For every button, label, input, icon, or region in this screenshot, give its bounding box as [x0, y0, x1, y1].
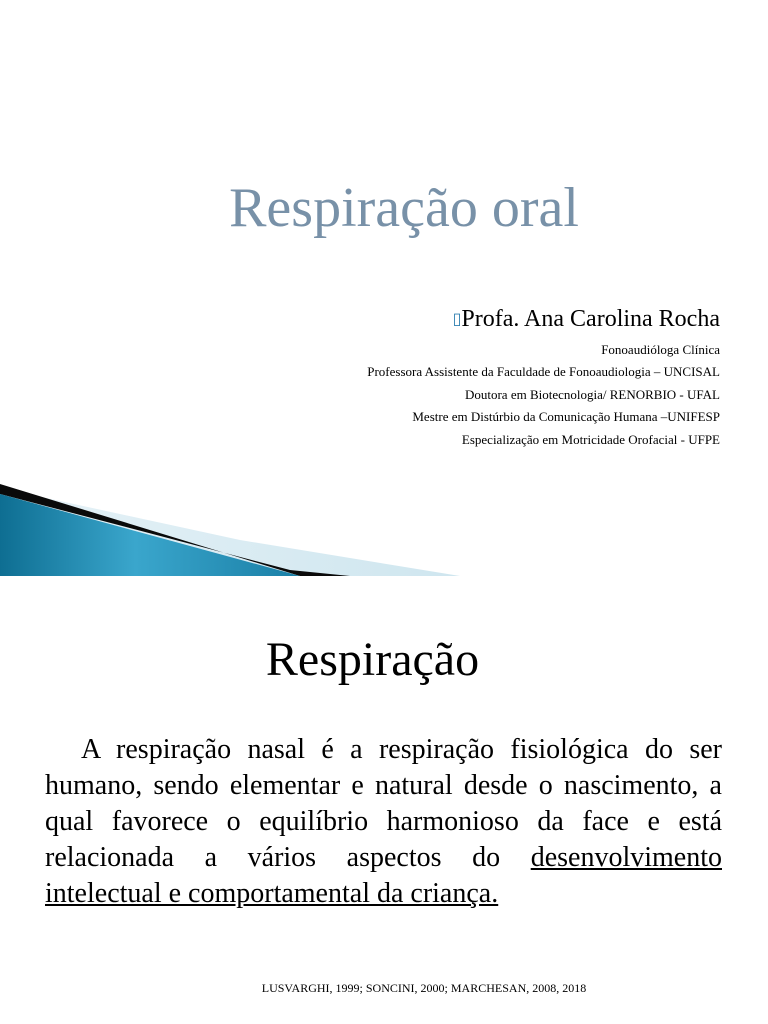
- credential-line: Doutora em Biotecnologia/ RENORBIO - UFAL: [464, 387, 720, 402]
- author-name: [453, 307, 720, 331]
- body-paragraph: [45, 732, 722, 912]
- slide-2: [0, 576, 768, 1024]
- credential-line: Especialização em Motricidade Orofacial - UFPE: [461, 432, 720, 447]
- credential-line: Mestre em Distúrbio da Comunicação Humana –UNIFESP: [412, 409, 720, 424]
- slide-title: Respiração oral: [229, 177, 579, 239]
- citation: LUSVARGHI, 1999; SONCINI, 2000; MARCHESAN, 2008, 2018: [261, 981, 587, 995]
- credential-line: Professora Assistente da Faculdade de Fonoaudiologia – UNCISAL: [367, 364, 720, 379]
- body-text: A respiração nasal é a respiração fisiológica do ser humano, sendo elementar e natural desde o nascimento, a qual favorece o equilíbrio harmonioso da face e está relacionada a vários aspectos do: [45, 734, 722, 873]
- author-name-text: Profa. Ana Carolina Rocha: [461, 306, 720, 332]
- slide-title: Respiração: [265, 633, 480, 686]
- decorative-swoosh: [0, 470, 768, 576]
- body-underlined-text: desenvolvimento intelectual e comportamental da criança.: [45, 842, 722, 909]
- bullet-icon: ▯: [452, 311, 462, 328]
- credential-line: Fonoaudióloga Clínica: [601, 342, 720, 357]
